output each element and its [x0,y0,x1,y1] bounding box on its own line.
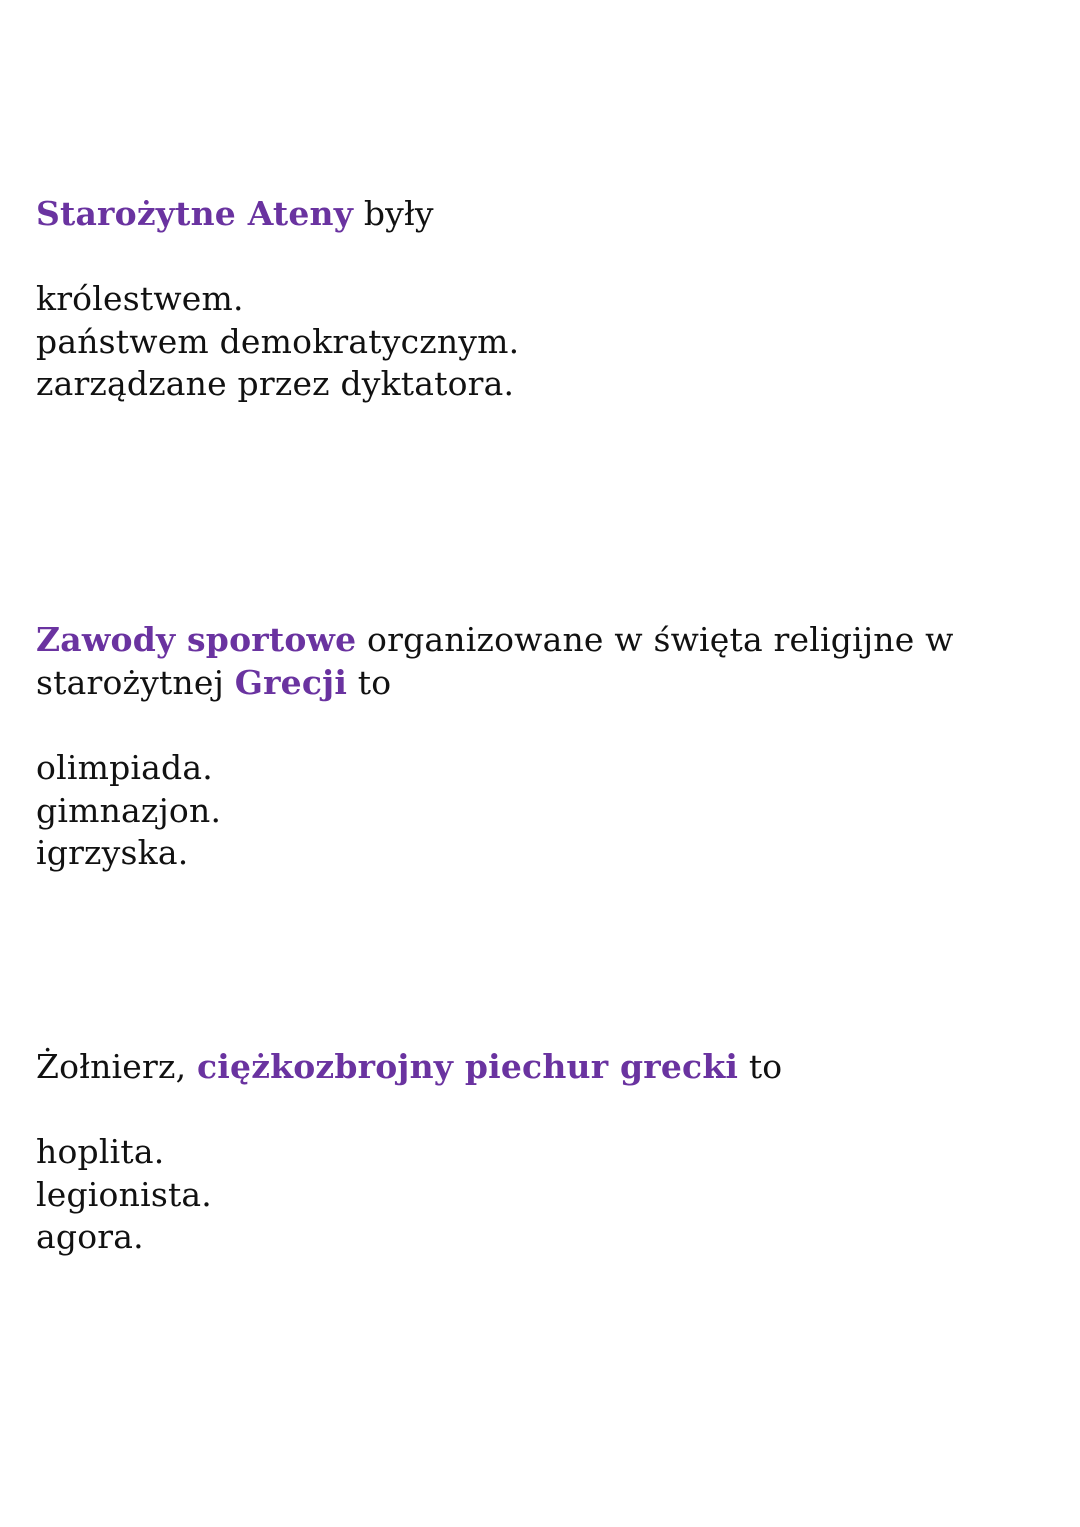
answer-option[interactable]: państwem demokratycznym. [36,321,520,361]
highlighted-term: Zawody sportowe [36,620,357,659]
highlighted-term: ciężkozbrojny piechur grecki [196,1047,739,1086]
answer-option[interactable]: hoplita. [36,1132,165,1171]
question-stem [36,1045,1036,1088]
question-stem [36,618,1036,704]
answer-option[interactable]: królestwem. [36,279,244,318]
question-1 [36,192,1036,406]
stem-text: to [347,663,392,702]
question-3 [36,1045,1036,1259]
answer-option[interactable]: gimnazjon. [36,790,222,830]
answer-option[interactable]: legionista. [36,1174,212,1214]
answer-list [36,278,1036,406]
answer-option[interactable]: agora. [36,1217,144,1256]
stem-text: organizowane w święta religijne w starożytnej [36,620,954,702]
stem-text: Żołnierz, [36,1047,197,1086]
answer-list [36,1131,1036,1259]
answer-option[interactable]: olimpiada. [36,748,213,787]
question-stem [36,192,1036,235]
answer-list [36,747,1036,875]
stem-text: to [738,1047,783,1086]
highlighted-term: Grecji [234,663,348,702]
answer-option[interactable]: zarządzane przez dyktatora. [36,364,515,403]
question-2 [36,618,1036,875]
highlighted-term: Starożytne Ateny [36,194,354,233]
answer-option[interactable]: igrzyska. [36,833,189,872]
stem-text: były [353,194,434,233]
